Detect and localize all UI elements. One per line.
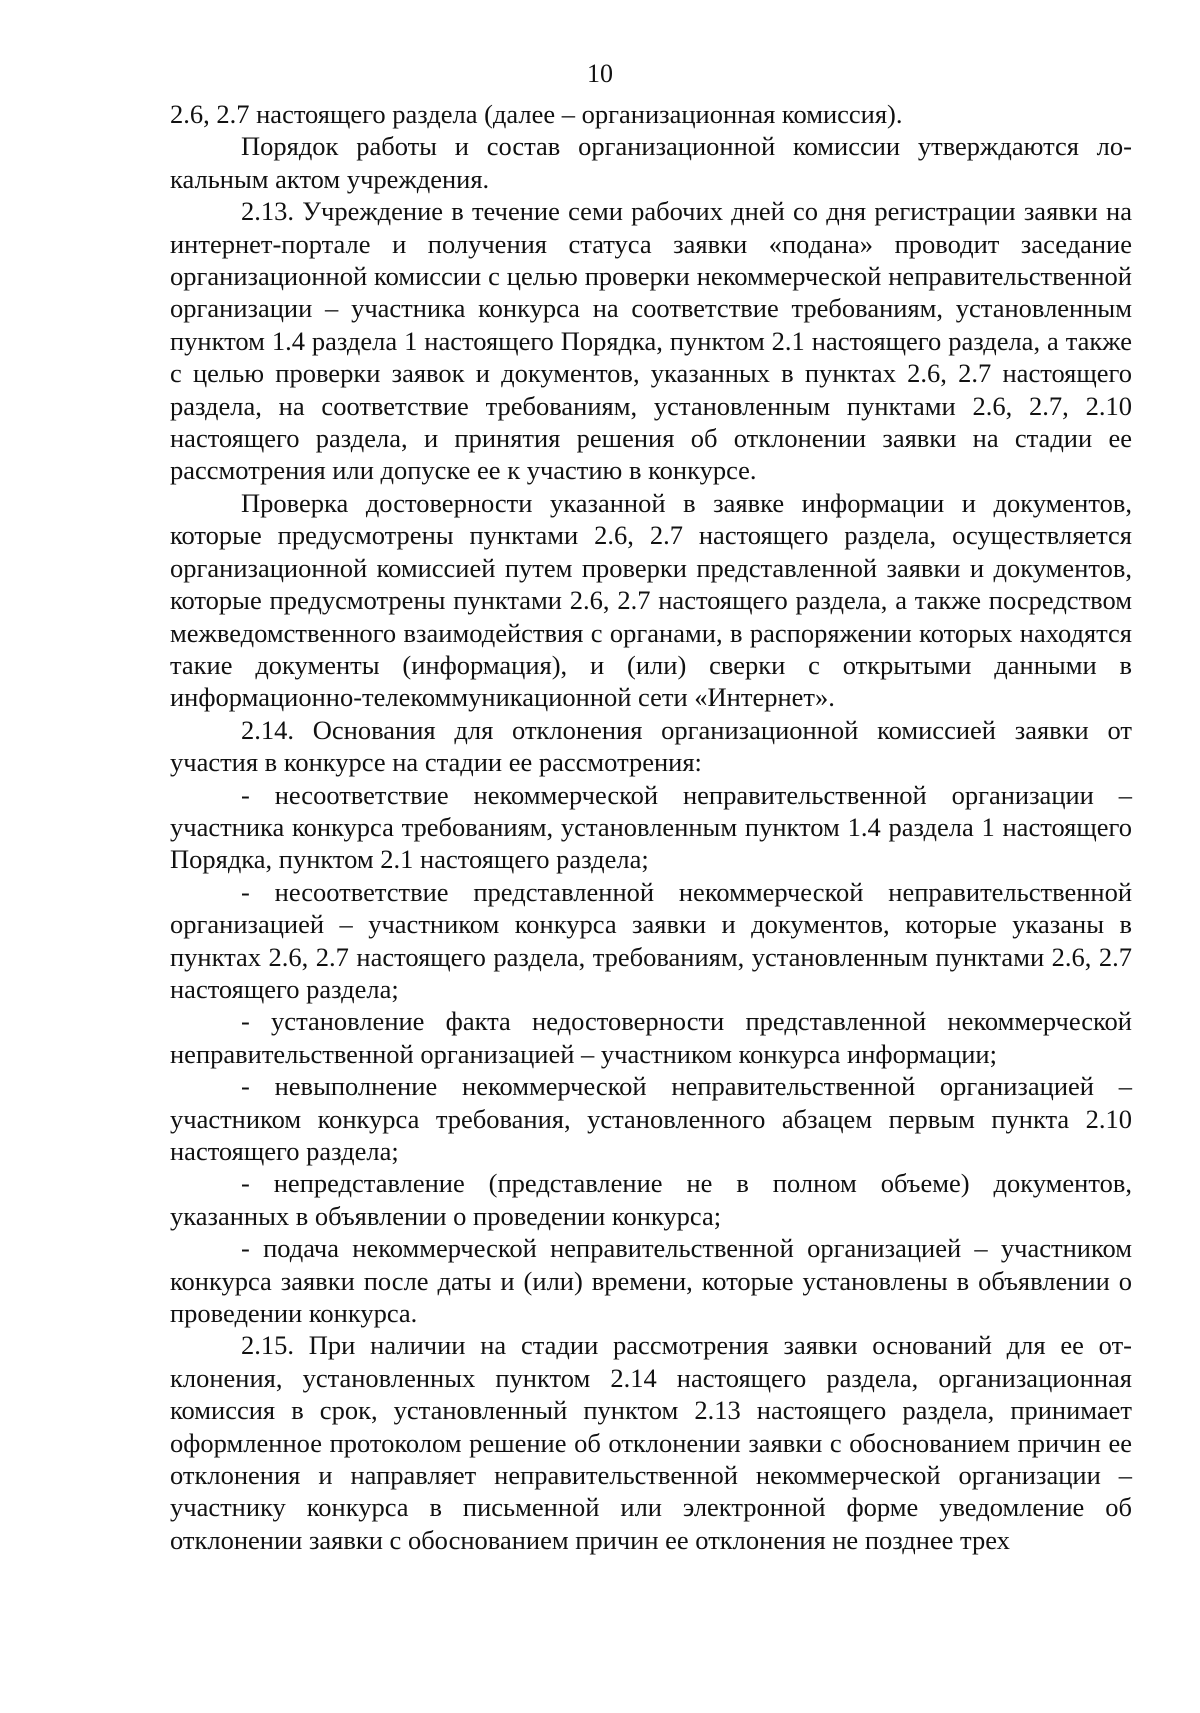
paragraph: 2.6, 2.7 настоящего раздела (далее – организационная комиссия). — [170, 99, 903, 129]
list-item: - непредставление (представление не в полном объеме) документов, указанных в объявлении о проведении конкурса; — [170, 1168, 1132, 1231]
paragraph: Порядок работы и состав организационной комиссии утверждаются локальным актом учреждения. — [170, 131, 1132, 194]
list-item: - несоответствие представленной некоммерческой неправительственной организацией – участником конкурса заявки и документов, которые указаны в пунктах 2.6, 2.7 настоящего раздела, требованиям, установленным пунктами 2.6, 2.7 настоящего раздела; — [170, 876, 1132, 1004]
paragraph: 2.13. Учреждение в течение семи рабочих дней со дня регистрации заявки на интернет-портале и получения статуса заявки «подана» проводит заседание организационной комиссии с целью проверки некоммерческой неправительственной организации – участника конкурса на соответствие требованиям, установленным пунктом 1.4 раздела 1 настоящего Порядка, пунктом 2.1 настоящего раздела, а также с целью проверки заявок и документов, указанных в пунктах 2.6, 2.7 настоящего раздела, на соответствие требованиям, установленным пунктами 2.6, 2.7, 2.10 настоящего раздела, и принятия решения об отклонении заявки на стадии ее рассмотрения или допуске ее к участию в конкурсе. — [170, 196, 1132, 486]
paragraph: 2.15. При наличии на стадии рассмотрения заявки оснований для ее отклонения, установленных пунктом 2.14 настоящего раздела, организационная комиссия в срок, установленный пунктом 2.13 настоящего раздела, принимает оформленное протоколом решение об отклонении заявки с обоснованием причин ее отклонения и направляет неправительственной некоммерческой организации – участнику конкурса в письменной или электронной форме уведомление об отклонении заявки с обоснованием причин ее отклонения не позднее трех — [170, 1330, 1132, 1555]
paragraph: Проверка достоверности указанной в заявке информации и документов, которые предусмотрены пунктами 2.6, 2.7 настоящего раздела, осуществляется организационной комиссией путем проверки представленной заявки и документов, которые предусмотрены пунктами 2.6, 2.7 настоящего раздела, а также посредством межведомственного взаимодействия с органами, в распоряжении которых находятся такие документы (информация), и (или) сверки с открытыми данными в информационно-телекоммуникационной сети «Интернет». — [170, 487, 1132, 713]
list-item: - несоответствие некоммерческой неправительственной организации – участника конкурса требованиям, установленным пунктом 1.4 раздела 1 настоящего Порядка, пунктом 2.1 настоящего раздела; — [170, 779, 1132, 875]
page-number: 10 — [587, 59, 613, 88]
list-item: - невыполнение некоммерческой неправительственной организацией – участником конкурса требования, установленного абзацем первым пункта 2.10 настоящего раздела; — [170, 1071, 1132, 1166]
document-body — [170, 98, 1132, 1556]
list-item: - установление факта недостоверности представленной некоммерческой неправительственной организацией – участником конкурса информации; — [170, 1006, 1132, 1069]
list-item: - подача некоммерческой неправительственной организацией – участником конкурса заявки после даты и (или) времени, которые установлены в объявлении о проведении конкурса. — [170, 1233, 1132, 1329]
paragraph: 2.14. Основания для отклонения организационной комиссией заявки от участия в конкурсе на стадии ее рассмотрения: — [170, 714, 1132, 778]
